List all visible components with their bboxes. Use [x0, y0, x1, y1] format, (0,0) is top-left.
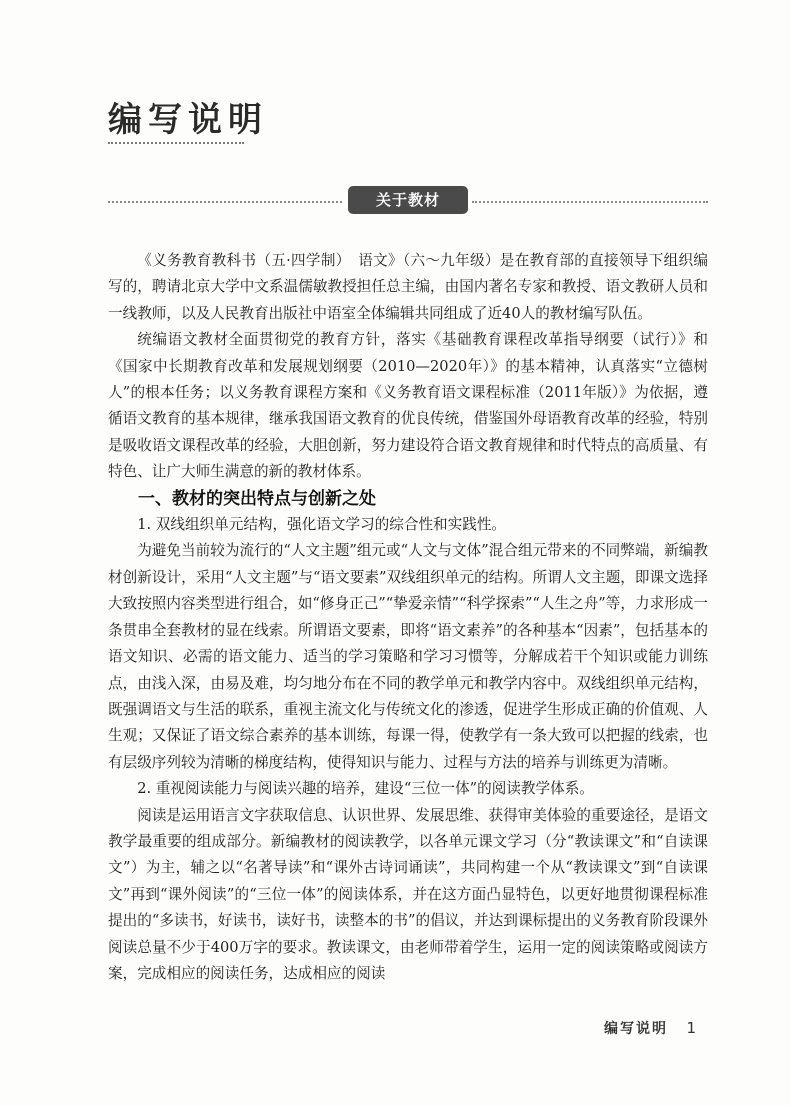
- footer-title: 编写说明: [604, 1021, 668, 1037]
- title-underline: [108, 142, 244, 144]
- section-badge: 关于教材: [348, 186, 468, 214]
- point-1-title: 1. 双线组织单元结构，强化语文学习的综合性和实践性。: [137, 516, 507, 534]
- page-number: 1: [686, 1019, 696, 1037]
- paragraph-principles: 统编语文教材全面贯彻党的教育方针，落实《基础教育课程改革指导纲要（试行）》和《国家中长期教育改革和发展规划纲要（2010—2020年）》的基本精神，认真落实“立德树人”的根本任务；以义务教育课程方案和《义务教育语文课程标准（2011年版）》为依据，遵循语文教育的基本规律，继承我国语文教育的优良传统，借鉴国外母语教育改革的经验，特别是吸收语文课程改革的经验，大胆创新，努力建设符合语文教育规律和时代特点的高质量、有特色、让广大师生满意的新的教材体系。: [108, 331, 708, 481]
- section-rule-left: [108, 201, 342, 203]
- page-title: 编写说明: [108, 100, 268, 140]
- section-rule-right: [472, 201, 708, 203]
- section-heading: 一、教材的突出特点与创新之处: [138, 488, 376, 509]
- document-body: [108, 248, 708, 987]
- point-2-text: 阅读是运用语言文字获取信息、认识世界、发展思维、获得审美体验的重要途径，是语文教学最重要的组成部分。新编教材的阅读教学，以各单元课文学习（分“教读课文”和“自读课文”）为主，辅之以“名著导读”和“课外古诗词诵读”，共同构建一个从“教读课文”到“自读课文”再到“课外阅读”的“三位一体”的阅读体系，并在这方面凸显特色，以更好地贯彻课程标准提出的“多读书，好读书，读好书，读整本的书”的倡议，并达到课标提出的义务教育阶段课外阅读总量不少于400万字的要求。教读课文，由老师带着学生，运用一定的阅读策略或阅读方案，完成相应的阅读任务，达成相应的阅读: [108, 806, 708, 982]
- paragraph-intro: 《义务教育教科书（五·四学制） 语文》（六～九年级）是在教育部的直接领导下组织编写的，聘请北京大学中文系温儒敏教授担任总主编，由国内著名专家和教授、语文教研人员和一线教师，以及人民教育出版社中语室全体编辑共同组成了近40人的教材编写队伍。: [108, 252, 708, 322]
- point-1-text: 为避免当前较为流行的“人文主题”组元或“人文与文体”混合组元带来的不同弊端，新编教材创新设计，采用“人文主题”与“语文要素”双线组织单元的结构。所谓人文主题，即课文选择大致按照内容类型进行组合，如“修身正己”“挚爱亲情”“科学探索”“人生之舟”等，力求形成一条贯串全套教材的显在线索。所谓语文要素，即将“语文素养”的各种基本“因素”，包括基本的语文知识、必需的语文能力、适当的学习策略和学习习惯等，分解成若干个知识或能力训练点，由浅入深，由易及难，均匀地分布在不同的教学单元和教学内容中。双线组织单元结构，既强调语文与生活的联系，重视主流文化与传统文化的渗透，促进学生形成正确的价值观、人生观；又保证了语文综合素养的基本训练，每课一得，使教学有一条大致可以把握的线索，也有层级序列较为清晰的梯度结构，使得知识与能力、过程与方法的培养与训练更为清晰。: [108, 542, 708, 771]
- page-footer: [604, 1018, 696, 1038]
- point-2-title: 2. 重视阅读能力与阅读兴趣的培养，建设“三位一体”的阅读教学体系。: [137, 780, 594, 798]
